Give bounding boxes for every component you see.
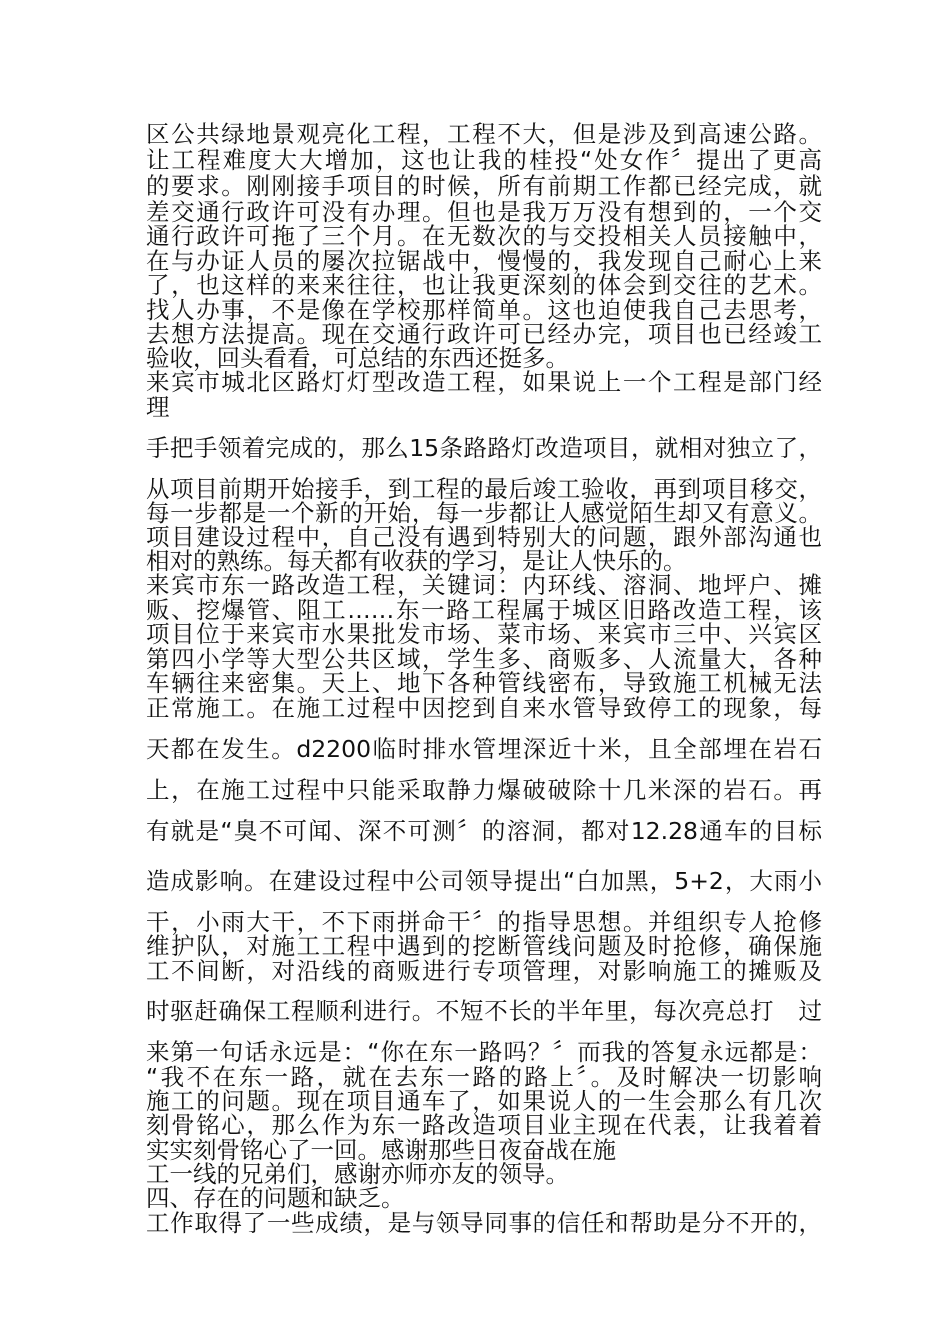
text-line: 让工程难度大大增加，这也让我的桂投“处女作〞提出了更高 — [146, 146, 822, 174]
text-line: 来宾市城北区路灯灯型改造工程，如果说上一个工程是部门经 — [146, 368, 822, 396]
text-line: 区公共绿地景观亮化工程，工程不大，但是涉及到高速公路。 — [146, 120, 822, 148]
text-line: 工一线的兄弟们，感谢亦师亦友的领导。 — [146, 1160, 569, 1188]
text-line: 差交通行政许可没有办理。但也是我万万没有想到的，一个交 — [146, 198, 822, 226]
text-line: 维护队，对施工工程中遇到的挖断管线问题及时抢修，确保施 — [146, 932, 822, 960]
text-line: 项目位于来宾市水果批发市场、菜市场、来宾市三中、兴宾区 — [146, 620, 822, 648]
text-line: 正常施工。在施工过程中因挖到自来水管导致停工的现象，每 — [146, 694, 822, 722]
text-line: 有就是“臭不可闻、深不可测〞的溶洞，都对12.28通车的目标 — [146, 817, 822, 845]
text-line: 项目建设过程中，自己没有遇到特别大的问题，跟外部沟通也 — [146, 523, 822, 551]
text-line: 在与办证人员的屡次拉锯战中，慢慢的，我发现自己耐心上来 — [146, 247, 822, 275]
text-line: 天都在发生。d2200临时排水管埋深近十米，且全部埋在岩石 — [146, 735, 822, 763]
text-line: 时驱赶确保工程顺利进行。不短不长的半年里，每次亮总打 过 — [146, 997, 822, 1025]
text-line: 了，也这样的来来往往，也让我更深刻的体会到交往的艺术。 — [146, 271, 822, 299]
text-line: 从项目前期开始接手，到工程的最后竣工验收，再到项目移交， — [146, 475, 822, 503]
section-heading: 四、存在的问题和缺乏。 — [146, 1184, 405, 1212]
text-line: 第四小学等大型公共区域，学生多、商贩多、人流量大，各种 — [146, 645, 822, 673]
text-line: 的要求。刚刚接手项目的时候，所有前期工作都已经完成，就 — [146, 172, 822, 200]
text-line: 每一步都是一个新的开始，每一步都让人感觉陌生却又有意义。 — [146, 499, 822, 527]
text-line: 验收，回头看看，可总结的东西还挺多。 — [146, 344, 569, 372]
text-line: 工作取得了一些成绩，是与领导同事的信任和帮助是分不开的， — [146, 1209, 822, 1237]
text-line: 刻骨铭心，那么作为东一路改造项目业主现在代表，让我着着 — [146, 1111, 822, 1139]
text-line: 实实刻骨铭心了一回。感谢那些日夜奋战在施 — [146, 1136, 616, 1164]
text-line: 工不间断，对沿线的商贩进行专项管理，对影响施工的摊贩及 — [146, 957, 822, 985]
text-line: 去想方法提高。现在交通行政许可已经办完，项目也已经竣工 — [146, 320, 822, 348]
text-line: 理 — [146, 393, 170, 421]
text-line: 来宾市东一路改造工程，关键词：内环线、溶洞、地坪户、摊 — [146, 571, 822, 599]
text-line: 手把手领着完成的，那么15条路路灯改造项目，就相对独立了， — [146, 434, 822, 462]
text-line: 车辆往来密集。天上、地下各种管线密布，导致施工机械无法 — [146, 669, 822, 697]
text-line: 找人办事，不是像在学校那样简单。这也迫使我自己去思考， — [146, 296, 822, 324]
text-line: 贩、挖爆管、阻工……东一路工程属于城区旧路改造工程，该 — [146, 596, 822, 624]
text-line: 来第一句话永远是：“你在东一路吗？〞而我的答复永远都是： — [146, 1038, 822, 1066]
text-line: “我不在东一路，就在去东一路的路上〞。及时解决一切影响 — [146, 1063, 822, 1091]
text-line: 造成影响。在建设过程中公司领导提出“白加黑，5+2，大雨小 — [146, 867, 822, 895]
text-line: 相对的熟练。每天都有收获的学习，是让人快乐的。 — [146, 547, 687, 575]
text-line: 通行政许可拖了三个月。在无数次的与交投相关人员接触中， — [146, 222, 822, 250]
text-line: 施工的问题。现在项目通车了，如果说人的一生会那么有几次 — [146, 1087, 822, 1115]
text-line: 上，在施工过程中只能采取静力爆破破除十几米深的岩石。再 — [146, 776, 822, 804]
text-line: 干，小雨大干，不下雨拼命干〞的指导思想。并组织专人抢修 — [146, 908, 822, 936]
